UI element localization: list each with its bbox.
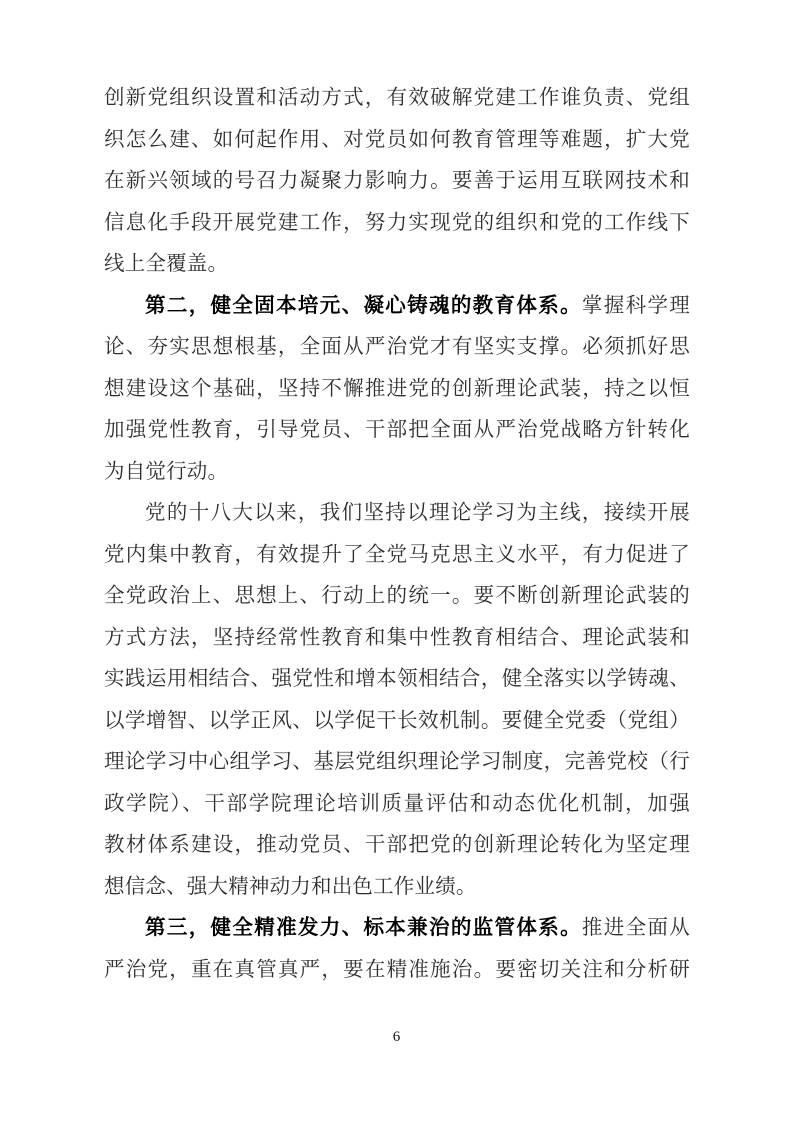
- text-line: [104, 369, 690, 411]
- text-line: [104, 701, 690, 743]
- paragraph-3: [104, 493, 690, 908]
- text-segment: 严治党，重在真管真严，要在精准施治。要密切关注和分析研: [104, 958, 690, 981]
- text-segment: 创新党组织设置和活动方式，有效破解党建工作谁负责、党组: [104, 87, 690, 109]
- heading-segment: 第三，健全精准发力、标本兼治的监管体系。: [145, 917, 582, 939]
- text-line: [104, 452, 690, 494]
- text-line: [104, 493, 690, 535]
- text-line: [104, 120, 690, 162]
- text-line: [104, 950, 690, 992]
- text-segment: 织怎么建、如何起作用、对党员如何教育管理等难题，扩大党: [104, 128, 690, 151]
- text-line: [104, 410, 690, 452]
- document-body: [104, 78, 690, 991]
- text-segment: 党内集中教育，有效提升了全党马克思主义水平，有力促进了: [104, 543, 690, 566]
- text-segment: 实践运用相结合、强党性和增本领相结合，健全落实以学铸魂、: [104, 668, 690, 690]
- text-segment: 以学增智、以学正风、以学促干长效机制。要健全党委（党组）: [104, 709, 690, 732]
- text-line: [104, 244, 690, 286]
- text-segment: 掌握科学理: [581, 294, 691, 317]
- paragraph-2: [104, 286, 690, 494]
- text-line: [104, 825, 690, 867]
- text-line: [104, 78, 690, 120]
- text-segment: 信息化手段开展党建工作，努力实现党的组织和党的工作线下: [104, 211, 690, 234]
- text-line: [104, 327, 690, 369]
- text-segment: 政学院）、干部学院理论培训质量评估和动态优化机制，加强: [104, 792, 690, 815]
- paragraph-1: [104, 78, 690, 286]
- text-line: [104, 867, 690, 909]
- text-line: [104, 161, 690, 203]
- text-segment: 论、夯实思想根基，全面从严治党才有坚实支撑。必须抓好思: [104, 336, 690, 358]
- text-segment: 想信念、强大精神动力和出色工作业绩。: [104, 875, 477, 898]
- page-footer: [0, 1028, 793, 1046]
- text-segment: 线上全覆盖。: [104, 253, 229, 275]
- text-segment: 为自觉行动。: [104, 460, 229, 483]
- text-line: [104, 659, 690, 701]
- text-line: [104, 784, 690, 826]
- text-segment: 全党政治上、思想上、行动上的统一。要不断创新理论武装的: [104, 585, 690, 607]
- text-line: [104, 576, 690, 618]
- text-line: [104, 535, 690, 577]
- paragraph-4: [104, 908, 690, 991]
- text-segment: 想建设这个基础，坚持不懈推进党的创新理论武装，持之以恒: [104, 377, 690, 400]
- text-line: [104, 908, 690, 950]
- page-number: 6: [392, 1029, 401, 1045]
- text-line: [104, 618, 690, 660]
- text-segment: 党的十八大以来，我们坚持以理论学习为主线，接续开展: [145, 502, 690, 524]
- text-line: [104, 742, 690, 784]
- text-segment: 加强党性教育，引导党员、干部把全面从严治党战略方针转化: [104, 419, 690, 441]
- text-segment: 在新兴领域的号召力凝聚力影响力。要善于运用互联网技术和: [104, 170, 690, 192]
- text-line: [104, 286, 690, 328]
- text-segment: 推进全面从: [581, 917, 691, 939]
- text-segment: 教材体系建设，推动党员、干部把党的创新理论转化为坚定理: [104, 834, 690, 856]
- text-segment: 方式方法，坚持经常性教育和集中性教育相结合、理论武装和: [104, 626, 690, 649]
- text-segment: 理论学习中心组学习、基层党组织理论学习制度，完善党校（行: [104, 751, 690, 773]
- heading-segment: 第二，健全固本培元、凝心铸魂的教育体系。: [145, 294, 582, 317]
- text-line: [104, 203, 690, 245]
